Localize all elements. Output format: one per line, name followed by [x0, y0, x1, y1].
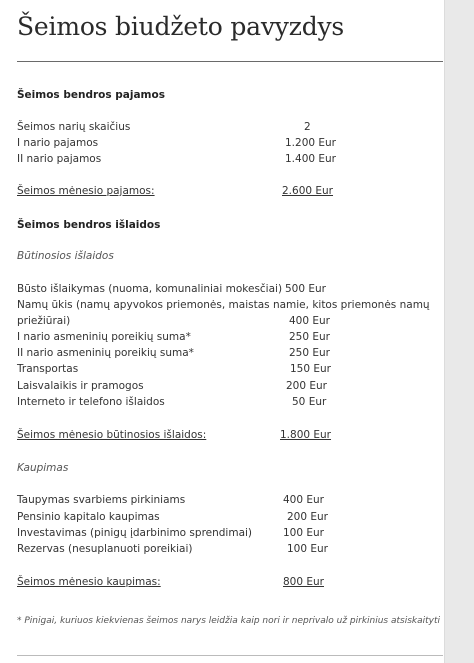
expense-row-value: 400 Eur [289, 315, 330, 327]
expense-row-value: 250 Eur [289, 347, 330, 359]
savings-total-value: 800 Eur [283, 576, 324, 588]
necessary-total-label: Šeimos mėnesio būtinosios išlaidos: [17, 429, 207, 441]
bottom-divider [17, 655, 443, 656]
expenses-heading: Šeimos bendros išlaidos [17, 219, 161, 231]
savings-row-label: Pensinio kapitalo kaupimas [17, 511, 160, 523]
savings-total-label: Šeimos mėnesio kaupimas: [17, 576, 161, 588]
expense-row-value: 200 Eur [286, 380, 327, 392]
savings-row-value: 200 Eur [287, 511, 328, 523]
title-divider [17, 61, 443, 62]
expense-row-value: 50 Eur [292, 396, 327, 408]
expense-row-label: Interneto ir telefono išlaidos [17, 396, 165, 408]
income-row-label: Šeimos narių skaičius [17, 121, 131, 133]
expense-row-label: Namų ūkis (namų apyvokos priemonės, maistas namie, kitos priemonės namų [17, 299, 430, 311]
footnote: * Pinigai, kuriuos kiekvienas šeimos narys leidžia kaip nori ir neprivalo už pirkinius atsiskaityti [17, 616, 441, 626]
income-row-value: 1.200 Eur [285, 137, 337, 149]
expense-row-label: I nario asmeninių poreikių suma* [17, 331, 191, 343]
income-total-value: 2.600 Eur [282, 185, 334, 197]
necessary-subheading: Būtinosios išlaidos [17, 250, 114, 262]
expense-row-label: Laisvalaikis ir pramogos [17, 380, 144, 392]
income-row-value: 2 [304, 121, 311, 133]
income-row-label: II nario pajamos [17, 153, 102, 165]
income-total-label: Šeimos mėnesio pajamos: [17, 185, 155, 197]
expense-row-label-continued: priežiūrai) [17, 315, 71, 327]
necessary-total-value: 1.800 Eur [280, 429, 332, 441]
savings-row-value: 400 Eur [283, 494, 324, 506]
expense-row-value: 150 Eur [290, 363, 331, 375]
expense-row-label: II nario asmeninių poreikių suma* [17, 347, 194, 359]
expense-row-label: Būsto išlaikymas (nuoma, komunaliniai mokesčiai) [17, 283, 283, 295]
savings-row-label: Taupymas svarbiems pirkiniams [17, 494, 186, 506]
income-heading: Šeimos bendros pajamos [17, 89, 165, 101]
expense-row-value: 500 Eur [285, 283, 326, 295]
page-title: Šeimos biudžeto pavyzdys [17, 12, 345, 41]
savings-row-label: Investavimas (pinigų įdarbinimo sprendimai) [17, 527, 253, 539]
savings-row-value: 100 Eur [287, 543, 328, 555]
expense-row-label: Transportas [17, 363, 79, 375]
savings-row-value: 100 Eur [283, 527, 324, 539]
savings-subheading: Kaupimas [17, 462, 69, 474]
income-row-label: I nario pajamos [17, 137, 99, 149]
savings-row-label: Rezervas (nesuplanuoti poreikiai) [17, 543, 193, 555]
income-row-value: 1.400 Eur [285, 153, 337, 165]
expense-row-value: 250 Eur [289, 331, 330, 343]
